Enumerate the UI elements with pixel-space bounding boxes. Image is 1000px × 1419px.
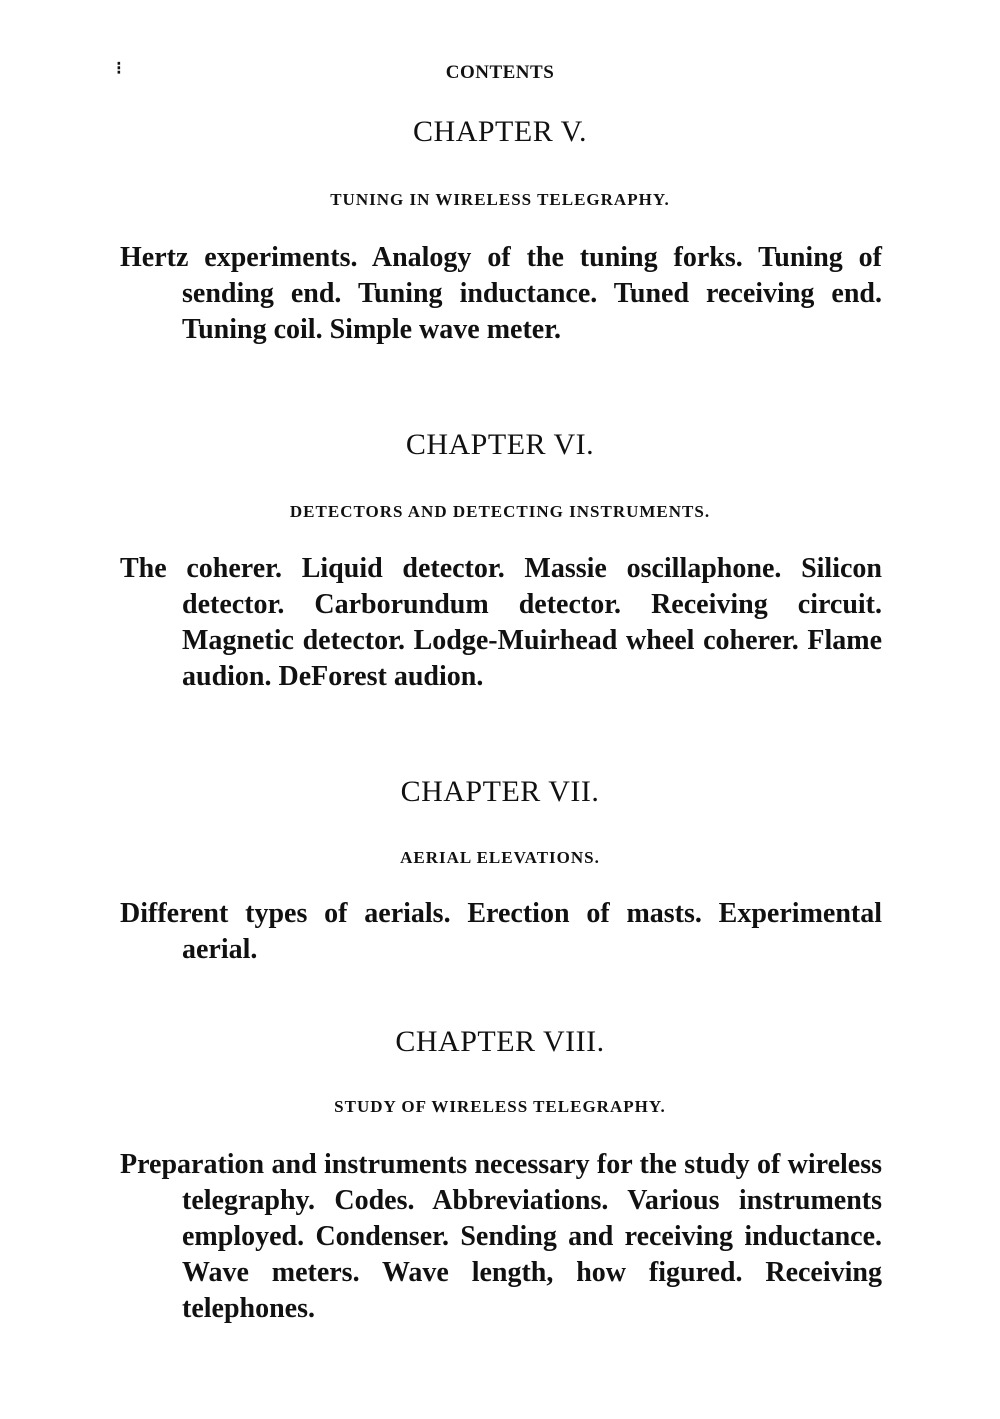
chapter-summary: Different types of aerials. Erection of masts. Experimental aerial. bbox=[120, 898, 882, 965]
chapter-summary: Hertz experiments. Analogy of the tuning forks. Tuning of sending end. Tuning inductance. Tuned receiving end. Tuning coil. Simple wave meter. bbox=[120, 242, 882, 345]
chapter-subtitle: STUDY OF WIRELESS TELEGRAPHY. bbox=[334, 1097, 666, 1116]
chapter-summary: The coherer. Liquid detector. Massie oscillaphone. Silicon detector. Carborundum detector. Receiving circuit. Magnetic detector. Lodge-Muirhead wheel coherer. Flame audion. DeForest audion. bbox=[120, 553, 882, 692]
chapter-title: CHAPTER V. bbox=[413, 115, 587, 148]
chapter-title: CHAPTER VI. bbox=[405, 428, 595, 461]
chapter-summary: Preparation and instruments necessary for the study of wireless telegraphy. Codes. Abbreviations. Various instruments employed. Condenser. Sending and receiving inductance. Wave meters. Wave length, how figured. Receiving telephones. bbox=[120, 1149, 882, 1324]
chapter-title: CHAPTER VII. bbox=[400, 775, 600, 808]
chapter-subtitle: TUNING IN WIRELESS TELEGRAPHY. bbox=[330, 190, 670, 209]
chapter-subtitle: AERIAL ELEVATIONS. bbox=[400, 848, 600, 867]
chapter-subtitle: DETECTORS AND DETECTING INSTRUMENTS. bbox=[289, 502, 711, 521]
scan-mark: ⁝ bbox=[116, 58, 122, 78]
running-head: CONTENTS bbox=[445, 62, 555, 83]
chapter-title: CHAPTER VIII. bbox=[395, 1025, 605, 1058]
